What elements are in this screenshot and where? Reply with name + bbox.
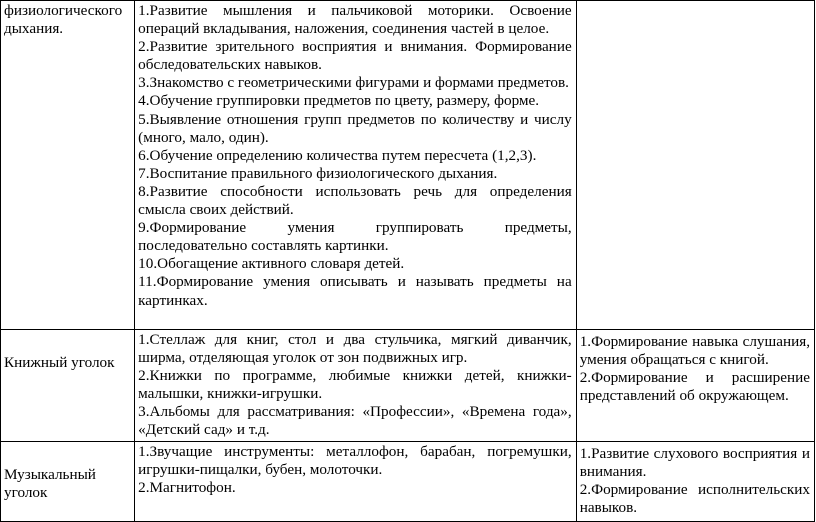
row-label: Книжный уголок	[4, 354, 115, 371]
goals-cell	[576, 441, 814, 521]
tasks-cell	[135, 441, 577, 521]
list-item: 2.Книжки по программе, любимые книжки детей, книжки-малышки, книжки-игрушки.	[138, 367, 572, 403]
list-item: 9.Формирование умения группировать предметы, последовательно составлять картинки.	[138, 219, 572, 255]
list-item: 7.Воспитание правильного физиологического дыхания.	[138, 164, 498, 182]
list-item: 5.Выявление отношения групп предметов по количеству и числу (много, мало, один).	[138, 110, 572, 146]
row-label-cell	[1, 1, 135, 330]
list-item: 4.Обучение группировки предметов по цвету, размеру, форме.	[138, 92, 540, 110]
tasks-cell	[135, 1, 577, 330]
tasks-cell	[135, 330, 577, 442]
list-item: 2.Формирование исполнительских навыков.	[579, 480, 810, 516]
goals-cell	[576, 1, 814, 330]
table-row	[1, 441, 815, 521]
row-label: Музыкальный уголок	[4, 465, 96, 501]
list-item: 10.Обогащение активного словаря детей.	[138, 255, 405, 273]
row-label-cell	[1, 330, 135, 442]
list-item: 2.Развитие зрительного восприятия и внимания. Формирование обследовательских навыков.	[138, 38, 572, 74]
row-label: физиологического дыхания.	[4, 2, 123, 38]
list-item: 2.Магнитофон.	[138, 478, 236, 496]
list-item: 8.Развитие способности использовать речь для определения смысла своих действий.	[138, 182, 572, 219]
list-item: 1.Развитие мышления и пальчиковой моторики. Освоение операций вкладывания, наложения, соединения частей в целое.	[138, 2, 572, 38]
list-item: 3.Альбомы для рассматривания: «Профессии», «Времена года», «Детский сад» и т.д.	[138, 403, 572, 439]
goals-cell	[576, 330, 814, 442]
list-item: 1.Развитие слухового восприятия и внимания.	[579, 444, 810, 480]
table-row	[1, 330, 815, 442]
list-item: 1.Стеллаж для книг, стол и два стульчика, мягкий диванчик, ширма, отделяющая уголок от зон подвижных игр.	[138, 331, 572, 367]
list-item: 2.Формирование и расширение представлений об окружающем.	[579, 369, 810, 405]
list-item: 1.Звучащие инструменты: металлофон, барабан, погремушки, игрушки-пищалки, бубен, молоточки.	[138, 442, 572, 478]
table-row	[1, 1, 815, 330]
list-item: 6.Обучение определению количества путем пересчета (1,2,3).	[138, 146, 537, 164]
row-label-cell	[1, 441, 135, 521]
list-item: 11.Формирование умения описывать и называть предметы на картинках.	[138, 273, 572, 309]
list-item: 3.Знакомство с геометрическими фигурами и формами предметов.	[138, 74, 569, 92]
list-item: 1.Формирование навыка слушания, умения обращаться с книгой.	[579, 333, 810, 369]
